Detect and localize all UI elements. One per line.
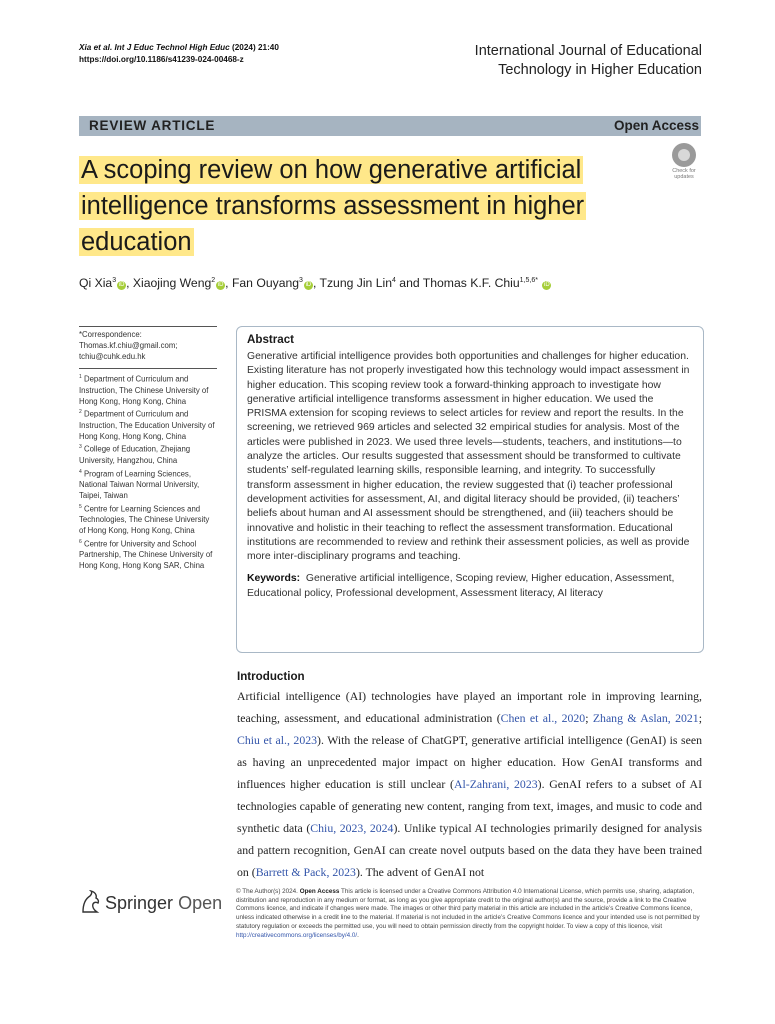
license-link[interactable]: http://creativecommons.org/licenses/by/4.0/: [236, 931, 358, 939]
affiliation-item: $^5$ Centre for Learning Sciences and Technologies, The Chinese University of Hong Kong, Hong Kong, China: [79, 503, 210, 535]
journal-name: [402, 42, 702, 80]
springer-horse-icon: [79, 890, 101, 919]
publisher-name: Springer: [105, 893, 174, 913]
introduction-heading: Introduction: [237, 670, 305, 683]
check-updates-label: Check for updates: [672, 168, 696, 180]
orcid-icon[interactable]: iD: [118, 282, 125, 289]
publisher-logo: [79, 890, 222, 919]
affiliation-item: $^3$ College of Education, Zhejiang University, Hangzhou, China: [79, 444, 191, 465]
open-access-note: Open Access: [299, 888, 340, 895]
author-name[interactable]: Tzung Jin Lin: [319, 276, 392, 291]
author-affiliation-sup: 3: [112, 277, 117, 284]
author-name[interactable]: Thomas K.F. Chiu: [422, 276, 520, 291]
author-affiliation-sup: 2: [211, 277, 216, 284]
orcid-icon[interactable]: iD: [305, 282, 312, 289]
citation-link[interactable]: Al-Zahrani, 2023: [453, 777, 538, 791]
sidebar-divider: [79, 368, 217, 369]
citation-link[interactable]: Chiu, 2023, 2024: [310, 821, 394, 835]
correspondence-label: *Correspondence:: [79, 330, 142, 339]
orcid-icon[interactable]: iD: [217, 282, 224, 289]
article-title-text: A scoping review on how generative artificial intelligence transforms assessment in higher education: [81, 156, 585, 256]
article-title: [79, 152, 679, 260]
orcid-icon[interactable]: iD: [544, 282, 550, 289]
affiliation-item: $^4$ Program of Learning Sciences, National Taiwan Normal University, Taipei, Taiwan: [79, 468, 200, 500]
author-name[interactable]: Fan Ouyang: [231, 276, 300, 291]
citation-header: [79, 42, 279, 66]
doi-link[interactable]: https://doi.org/10.1186/s41239-024-00468-z: [79, 55, 244, 64]
citation-link[interactable]: Zhang & Aslan, 2021: [592, 711, 699, 725]
article-type-bar: [79, 116, 701, 136]
abstract-text: Generative artificial intelligence provides both opportunities and challenges for higher education. Existing literature has not properly investigated how this technology would impact assessment in higher education. This scoping review took a forward-thinking approach to investigate how generative artificial intelligence transforms assessment in higher education. We used the PRISMA extension for scoping reviews to select articles for review and report the results. In the screening, we retrieved 969 articles and selected 32 empirical studies for analysis. Most of the articles were published in 2023. We used three levels—students, teachers, and institutions—to analyze the articles. Our results suggested that assessment should be transformed to cultivate students’ self-regulated learning skills, responsible learning, and integrity. To successfully transform assessment in higher education, the review suggested that (i) teacher professional development activities for assessment, AI, and digital literacy should be provided, (ii) teachers’ beliefs about human and AI assessment should be strengthened, and (iii) teachers should be innovative and holistic in their teaching to reflect the assessment transformation. Educational institutions are recommended to review and rethink their assessment policies, as well as provide more inter-disciplinary programs and teaching.: [247, 351, 690, 563]
year-volume: (2024) 21:40: [232, 43, 279, 52]
affiliation-list: [79, 372, 217, 571]
affiliation-item: $^1$ Department of Curriculum and Instruction, The Chinese University of Hong Kong, Hong Kong, China: [79, 374, 209, 406]
journal-name-line2: Technology in Higher Education: [498, 62, 702, 78]
correspondence-email[interactable]: tchiu@cuhk.edu.hk: [79, 351, 146, 361]
correspondence-email[interactable]: Thomas.kf.chiu@gmail.com;: [79, 340, 178, 350]
journal-abbreviation: Xia et al. Int J Educ Technol High Educ: [79, 43, 230, 52]
article-type-label: REVIEW ARTICLE: [89, 118, 216, 133]
author-name[interactable]: Qi Xia: [79, 276, 113, 291]
open-access-label: Open Access: [613, 118, 699, 133]
journal-name-line1: International Journal of Educational: [474, 43, 702, 59]
citation-link[interactable]: Chiu et al., 2023: [237, 733, 318, 747]
check-for-updates-button[interactable]: [666, 143, 702, 181]
keywords-label: Keywords:: [247, 573, 301, 585]
affiliations-sidebar: [79, 326, 217, 572]
author-name[interactable]: Xiaojing Weng: [132, 276, 212, 291]
author-affiliation-sup: 4: [392, 277, 396, 284]
license-notice: © The Author(s) 2024. Open Access This article is licensed under a Creative Commons Attribution 4.0 International License, which permits use, sharing, adaptation, distribution and reproduction in any medium or format, as long as you give appropriate credit to the original author(s) and the source, provide a link to the Creative Commons licence, and indicate if changes were made. The images or other third party material in this article are included in the article’s Creative Commons licence, unless indicated otherwise in a credit line to the material. If material is not included in the article’s Creative Commons licence and your intended use is not permitted by statutory regulation or exceeds the permitted use, you will need to obtain permission directly from the copyright holder. To view a copy of this licence, visit http://creativecommons.org/licenses/by/4.0/.: [236, 888, 700, 939]
publisher-name-suffix: Open: [178, 893, 223, 913]
keywords-list: Generative artificial intelligence, Scoping review, Higher education, Assessment, Educational policy, Professional development, Assessment literacy, AI literacy: [247, 573, 675, 599]
author-affiliation-sup: 1,5,6*: [519, 277, 538, 284]
sidebar-divider: [79, 326, 217, 327]
abstract-box: [236, 326, 704, 653]
abstract-heading: Abstract: [247, 333, 295, 346]
keywords: [247, 572, 693, 601]
affiliation-item: $^2$ Department of Curriculum and Instruction, The Education University of Hong Kong, Hong Kong, China: [79, 409, 215, 441]
author-list: Qi Xia$^3$iD , Xiaojing Weng$^2$iD , Fan Ouyang$^3$iD , Tzung Jin Lin$^4$ and Thomas K.F. Chiu$^{1,5,6*}$ iD: [79, 276, 550, 291]
citation-link[interactable]: Barrett & Pack, 2023: [255, 865, 356, 879]
author-affiliation-sup: 3: [299, 277, 303, 284]
citation-link[interactable]: Chen et al., 2020: [500, 711, 586, 725]
check-updates-icon: [672, 143, 696, 167]
affiliation-item: $^6$ Centre for University and School Partnership, The Chinese University of Hong Kong, Hong Kong SAR, China: [79, 538, 213, 570]
introduction-paragraph: Artificial intelligence (AI) technologies have played an important role in improving learning, teaching, assessment, and educational administration (Chen et al., 2020; Zhang & Aslan, 2021; Chiu et al., 2023). With the release of ChatGPT, generative artificial intelligence (GenAI) is seen as having an unprecedented major impact on higher education. How GenAI transforms and influences higher education is still unclear (Al-Zahrani, 2023). GenAI refers to a subset of AI technologies capable of generating new content, ranging from text, images, and music to code and synthetic data (Chiu, 2023, 2024). Unlike typical AI technologies primarily designed for analysis and pattern recognition, GenAI can create novel outputs based on the data they have been trained on (Barrett & Pack, 2023). The advent of GenAI not: [237, 689, 702, 879]
